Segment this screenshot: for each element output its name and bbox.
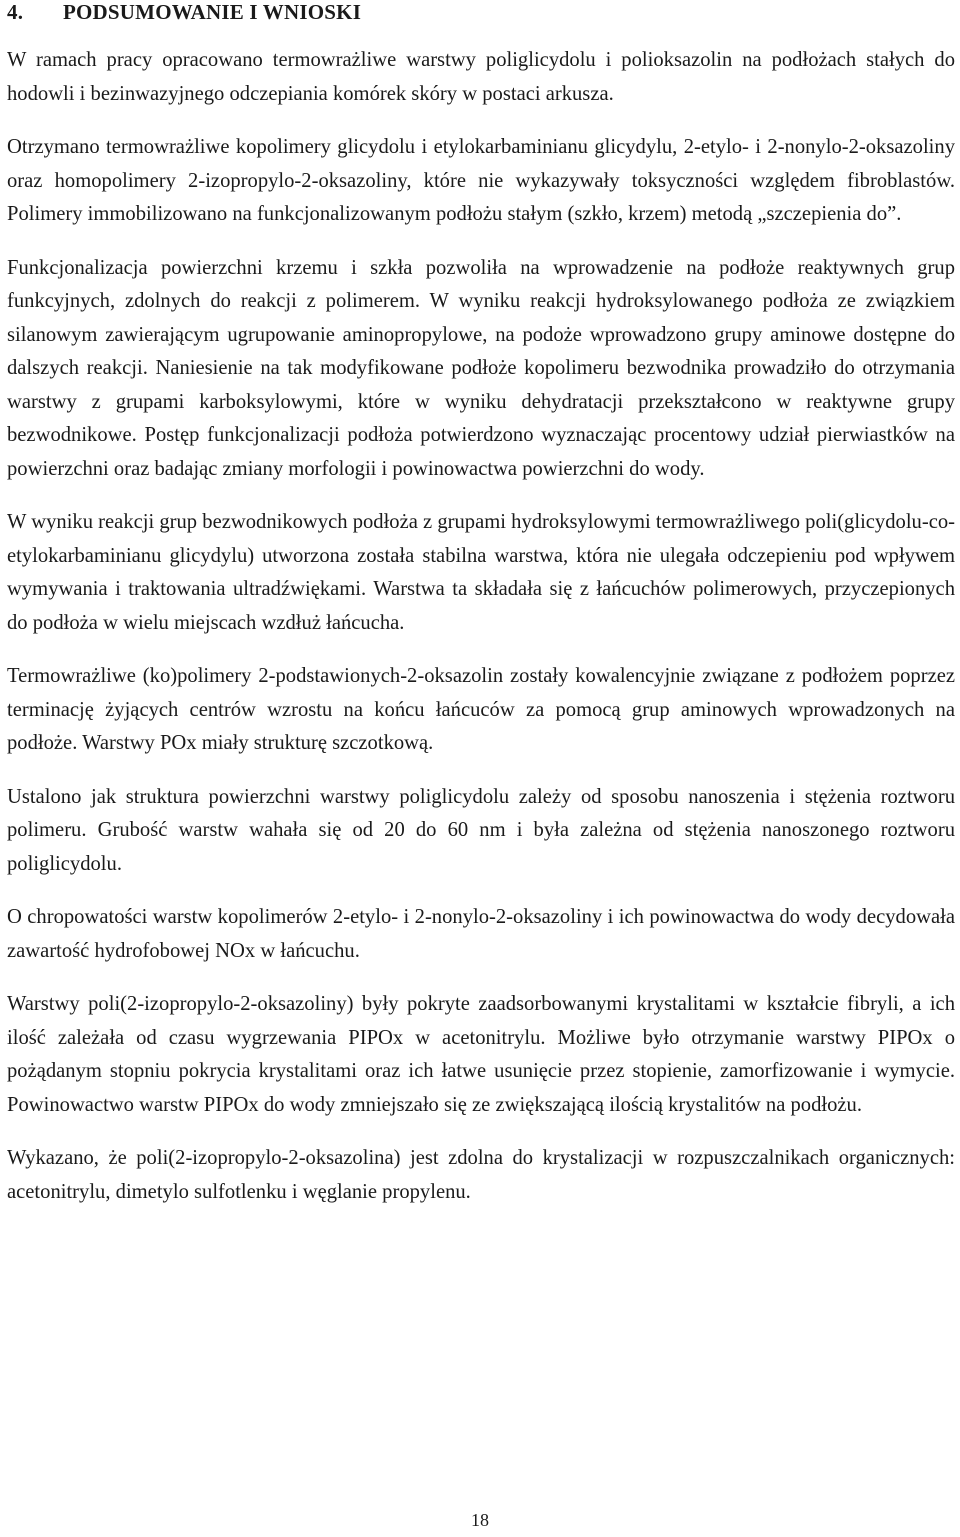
page-content [7,0,955,1229]
page-number: 18 [471,1510,489,1530]
paragraph-oxazoline-brushes: Termowrażliwe (ko)polimery 2-podstawionych-2-oksazolin zostały kowalencyjnie związane z podłożem poprzez terminację żyjących centrów wzrostu na końcu łańcuców za pomocą grup aminowych wprowadzonych na podłoże. Warstwy POx miały strukturę szczotkową. [7,665,955,754]
paragraph-roughness: O chropowatości warstw kopolimerów 2-etylo- i 2-nonylo-2-oksazoliny i ich powinowactwa do wody decydowała zawartość hydrofobowej NOx w łańcuchu. [7,906,955,962]
paragraph-summary-intro: W ramach pracy opracowano termowrażliwe warstwy poliglicydolu i polioksazolin na podłożach stałych do hodowli i bezinwazyjnego odczepiania komórek skóry w postaci arkusza. [7,49,955,105]
paragraph-functionalization: Funkcjonalizacja powierzchni krzemu i szkła pozwoliła na wprowadzenie na podłoże reaktywnych grup funkcyjnych, zdolnych do reakcji z polimerem. W wyniku reakcji hydroksylowanego podłoża ze związkiem silanowym zawierającym ugrupowanie aminopropylowe, na podoże wprowadzono grupy aminowe dostępne do dalszych reakcji. Naniesienie na tak modyfikowane podłoże kopolimeru bezwodnika prowadziło do otrzymania warstwy z grupami karboksylowymi, które w wyniku dehydratacji przekształcono w reaktywne grupy bezwodnikowe. Postęp funkcjonalizacji podłoża potwierdzono wyznaczając procentowy udział pierwiastków na powierzchni oraz badając zmiany morfologii i powinowactwa powierzchni do wody. [7,256,955,480]
paragraph-copolymers: Otrzymano termowrażliwe kopolimery glicydolu i etylokarbaminianu glicydylu, 2-etylo- i 2-nonylo-2-oksazoliny oraz homopolimery 2-izopropylo-2-oksazoliny, które nie wykazywały toksyczności względem fibroblastów. Polimery immobilizowano na funkcjonalizowanym podłożu stałym (szkło, krzem) metodą „szczepienia do”. [7,136,955,225]
section-heading [7,0,955,24]
section-title: PODSUMOWANIE I WNIOSKI [63,0,362,24]
paragraph-polyglycidol-structure: Ustalono jak struktura powierzchni warstwy poliglicydolu zależy od sposobu nanoszenia i stężenia roztworu polimeru. Grubość warstw wahała się od 20 do 60 nm i była zależna od stężenia nanoszonego roztworu poliglicydolu. [7,785,955,875]
paragraph-crystallization: Wykazano, że poli(2-izopropylo-2-oksazolina) jest zdolna do krystalizacji w rozpuszczalnikach organicznych: acetonitrylu, dimetylo sulfotlenku i węglanie propylenu. [7,1147,955,1203]
section-number: 4. [7,0,24,24]
paragraph-pipox-crystallites: Warstwy poli(2-izopropylo-2-oksazoliny) były pokryte zaadsorbowanymi krystalitami w kształcie fibryli, a ich ilość zależała od czasu wygrzewania PIPOx w acetonitrylu. Możliwe było otrzymanie warstwy PIPOx o pożądanym stopniu pokrycia krystalitami oraz ich łatwe usunięcie przez stopienie, zamorfizowanie i wymycie. Powinowactwo warstw PIPOx do wody zmniejszało się ze zwiększającą ilością krystalitów na podłożu. [7,993,955,1116]
paragraph-stable-layer: W wyniku reakcji grup bezwodnikowych podłoża z grupami hydroksylowymi termowrażliwego poli(glicydolu-co-etylokarbaminianu glicydylu) utworzona została stabilna warstwa, która nie ulegała odczepieniu pod wpływem wymywania i traktowania ultradźwiękami. Warstwa ta składała się z łańcuchów polimerowych, przyczepionych do podłoża w wielu miejscach wzdłuż łańcucha. [7,511,955,634]
